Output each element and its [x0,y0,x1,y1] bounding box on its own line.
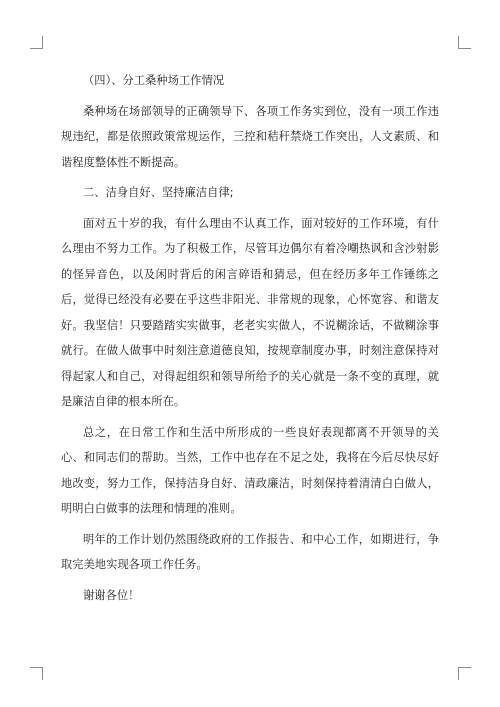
section-heading-integrity: 二、洁身自好、坚持廉洁自律; [83,186,234,199]
paragraph-thanks: 谢谢各位！ [83,588,140,602]
section-heading-mulberry-farm: （四）、分工桑种场工作情况 [83,74,225,87]
crop-mark-top-right [458,36,471,49]
document-body [61,68,439,608]
paragraph-next-year-plan: 明年的工作计划仍然围绕政府的工作报告、和中心工作，如期进行，争取完美地实现各项工作任务。 [61,532,439,571]
paragraph-mulberry-farm: 桑种场在场部领导的正确领导下、各项工作务实到位，没有一项工作违规违纪，都是依照政策常规运作，三控和秸秆禁烧工作突出，人文素质、和谐程度整体性不断提高。 [61,104,439,169]
crop-mark-bottom-left [30,667,43,680]
paragraph-integrity: 面对五十岁的我，有什么理由不认真工作，面对较好的工作环境，有什么理由不努力工作。为了积极工作，尽管耳边偶尔有着冷嘲热讽和含沙射影的怪异音色，以及闲时背后的闲言碎语和猜忌，但在经历多年工作锤练之后，觉得已经没有必要在乎这些非阳光、非常规的现象，心怀宽容、和谐友好。我坚信！只要踏踏实实做事，老老实实做人，不说糊涂话，不做糊涂事就行。在做人做事中时刻注意道德良知，按规章制度办事，时刻注意保持对得起家人和自己，对得起组织和领导所给予的关心就是一条不变的真理，就是廉洁自律的根本所在。 [61,216,439,408]
paragraph-summary: 总之，在日常工作和生活中所形成的一些良好表现都离不开领导的关心、和同志们的帮助。当然，工作中也存在不足之处，我将在今后尽快尽好地改变，努力工作，保持洁身自好、清政廉洁，时刻保持着清清白白做人，明明白白做事的法理和情理的准则。 [61,425,439,515]
crop-mark-bottom-right [458,667,471,680]
crop-mark-top-left [30,36,43,49]
